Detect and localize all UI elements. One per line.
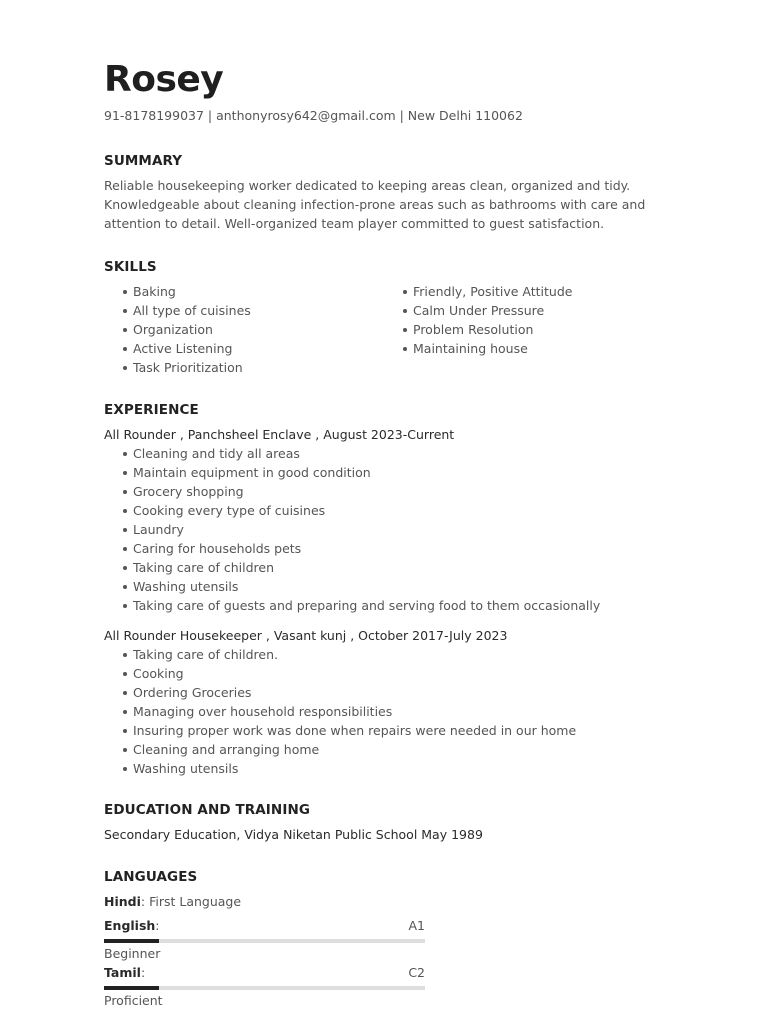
skills-column-1 [104,282,384,377]
duty-item: Grocery shopping [104,482,768,501]
language-suffix: : [140,965,146,980]
duty-item: Caring for households pets [104,539,768,558]
skill-item: Problem Resolution [384,320,572,339]
skill-item: Active Listening [104,339,384,358]
duty-item: Taking care of guests and preparing and serving food to them occasionally [104,596,768,615]
proficiency-fill [104,986,159,990]
skill-item: Friendly, Positive Attitude [384,282,572,301]
first-language [104,892,768,911]
language-name: Tamil [104,965,141,980]
language-entry [104,916,425,963]
language-description: Beginner [104,946,161,961]
skill-item: All type of cuisines [104,301,384,320]
duty-item: Laundry [104,520,768,539]
language-entry [104,963,425,1010]
duty-item: Washing utensils [104,577,768,596]
proficiency-bar [104,939,425,943]
language-suffix: : [155,918,160,933]
experience-heading: EXPERIENCE [104,402,199,418]
duty-item: Cooking every type of cuisines [104,501,768,520]
contact-line: 91-8178199037 | anthonyrosy642@gmail.com | New Delhi 110062 [104,108,523,123]
job-heading: All Rounder Housekeeper , Vasant kunj , October 2017-July 2023 [104,628,508,643]
skill-item: Maintaining house [384,339,572,358]
job-duties-list [104,444,768,615]
summary-text: Reliable housekeeping worker dedicated to keeping areas clean, organized and tidy. Knowledgeable about cleaning infection-prone areas such as bathrooms with care and attention to detail. Well-organized team player committed to guest satisfaction. [104,178,646,231]
skill-item: Baking [104,282,384,301]
duty-item: Washing utensils [104,759,768,778]
skill-item: Organization [104,320,384,339]
duty-item: Maintain equipment in good condition [104,463,768,482]
duty-item: Insuring proper work was done when repairs were needed in our home [104,721,768,740]
job-duties-list [104,645,768,778]
language-description: Proficient [104,993,163,1008]
duty-item: Taking care of children. [104,645,768,664]
duty-item: Cleaning and tidy all areas [104,444,768,463]
proficiency-fill [104,939,159,943]
first-language-name: Hindi [104,894,141,909]
education-entry: Secondary Education, Vidya Niketan Public School May 1989 [104,827,483,842]
summary-heading: SUMMARY [104,153,183,169]
skills-list [104,282,768,377]
skills-column-2 [384,282,572,377]
language-name: English [104,918,156,933]
duty-item: Cooking [104,664,768,683]
duty-item: Cleaning and arranging home [104,740,768,759]
language-row [104,963,425,982]
language-row [104,916,425,935]
skills-heading: SKILLS [104,259,157,275]
language-level: C2 [408,965,425,980]
job-heading: All Rounder , Panchsheel Enclave , August 2023-Current [104,427,455,442]
duty-item: Taking care of children [104,558,768,577]
skill-item: Task Prioritization [104,358,384,377]
first-language-label: : First Language [140,894,242,909]
skill-item: Calm Under Pressure [384,301,572,320]
duty-item: Ordering Groceries [104,683,768,702]
languages-heading: LANGUAGES [104,869,198,885]
education-heading: EDUCATION AND TRAINING [104,802,311,818]
proficiency-bar [104,986,425,990]
language-level: A1 [408,918,425,933]
duty-item: Managing over household responsibilities [104,702,768,721]
candidate-name: Rosey [104,59,224,100]
